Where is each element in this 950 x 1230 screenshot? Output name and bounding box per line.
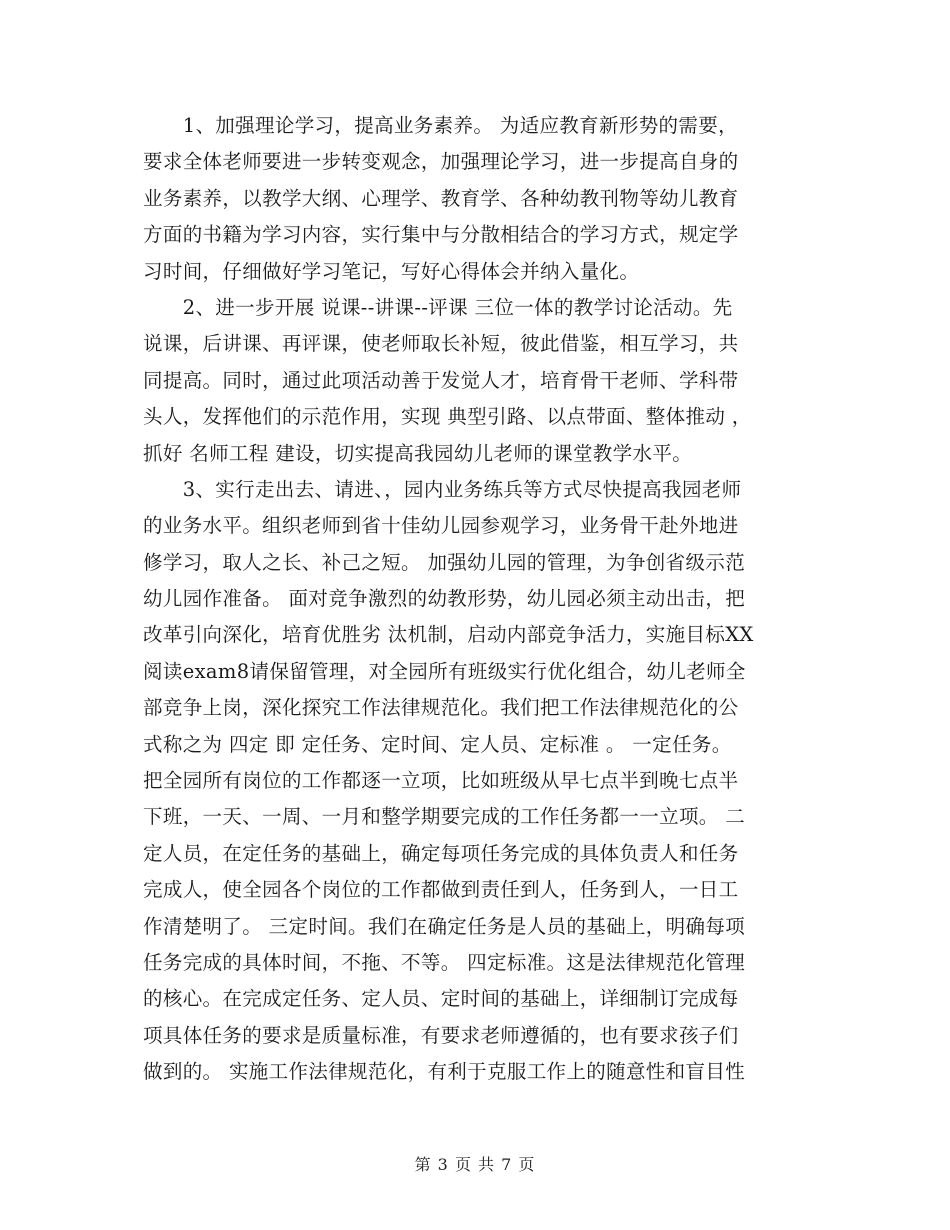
text-line: 3、实行走出去、请进、，园内业务练兵等方式尽快提高我园老师 xyxy=(143,477,742,501)
text-line: 做到的。 实施工作法律规范化，有利于克服工作上的随意性和盲目性 xyxy=(143,1060,746,1084)
text-line: 改革引向深化，培育优胜劣 汰机制，启动内部竞争活力，实施目标XX xyxy=(143,623,754,647)
paragraph-2 xyxy=(143,290,813,472)
text-line: 说课，后讲课、再评课，使老师取长补短，彼此借鉴，相互学习，共 xyxy=(143,332,739,356)
text-line: 方面的书籍为学习内容，实行集中与分散相结合的学习方式，规定学 xyxy=(143,223,739,247)
text-line: 部竞争上岗，深化探究工作法律规范化。我们把工作法律规范化的公 xyxy=(143,696,739,720)
text-line: 习时间，仔细做好学习笔记，写好心得体会并纳入量化。 xyxy=(143,259,640,283)
text-line: 下班，一天、一周、一月和整学期要完成的工作任务都一一立项。 二 xyxy=(143,805,746,829)
text-line: 同提高。同时，通过此项活动善于发觉人才，培育骨干老师、学科带 xyxy=(143,368,739,392)
text-line: 要求全体老师要进一步转变观念，加强理论学习，进一步提高自身的 xyxy=(143,150,739,174)
text-line: 业务素养，以教学大纲、心理学、教育学、各种幼教刊物等幼儿教育 xyxy=(143,186,739,210)
text-line: 式称之为 四定 即 定任务、定时间、定人员、定标准 。 一定任务。 xyxy=(143,732,732,756)
text-line: 1、加强理论学习，提高业务素养。 为适应教育新形势的需要， xyxy=(143,114,738,137)
text-line: 定人员，在定任务的基础上，确定每项任务完成的具体负责人和任务 xyxy=(143,841,739,865)
paragraph-3 xyxy=(143,472,813,1091)
text-line: 修学习，取人之长、补己之短。 加强幼儿园的管理，为争创省级示范 xyxy=(143,550,746,574)
text-line: 的核心。在完成定任务、定人员、定时间的基础上，详细制订完成每 xyxy=(143,987,739,1011)
text-line: 完成人，使全园各个岗位的工作都做到责任到人，任务到人，一日工 xyxy=(143,878,739,902)
page-number: 第 3 页 共 7 页 xyxy=(414,1155,536,1174)
text-line: 作清楚明了。 三定时间。我们在确定任务是人员的基础上，明确每项 xyxy=(143,914,746,938)
text-line: 阅读exam8请保留管理，对全园所有班级实行优化组合，幼儿老师全 xyxy=(143,659,746,683)
text-line: 把全园所有岗位的工作都逐一立项，比如班级从早七点半到晚七点半 xyxy=(143,769,739,793)
text-line: 抓好 名师工程 建设，切实提高我园幼儿老师的课堂教学水平。 xyxy=(143,441,693,465)
text-line: 幼儿园作准备。 面对竞争激烈的幼教形势，幼儿园必须主动出击，把 xyxy=(143,587,746,611)
page-footer xyxy=(0,1152,950,1175)
text-line: 2、进一步开展 说课--讲课--评课 三位一体的教学讨论活动。先 xyxy=(143,295,733,319)
text-line: 项具体任务的要求是质量标准，有要求老师遵循的，也有要求孩子们 xyxy=(143,1023,739,1047)
text-line: 任务完成的具体时间，不拖、不等。 四定标准。这是法律规范化管理 xyxy=(143,950,746,974)
text-line: 头人，发挥他们的示范作用，实现 典型引路、以点带面、整体推动 ， xyxy=(143,405,752,429)
text-line: 的业务水平。组织老师到省十佳幼儿园参观学习，业务骨干赴外地进 xyxy=(143,514,739,538)
document-body xyxy=(143,108,813,1091)
paragraph-1 xyxy=(143,108,813,290)
